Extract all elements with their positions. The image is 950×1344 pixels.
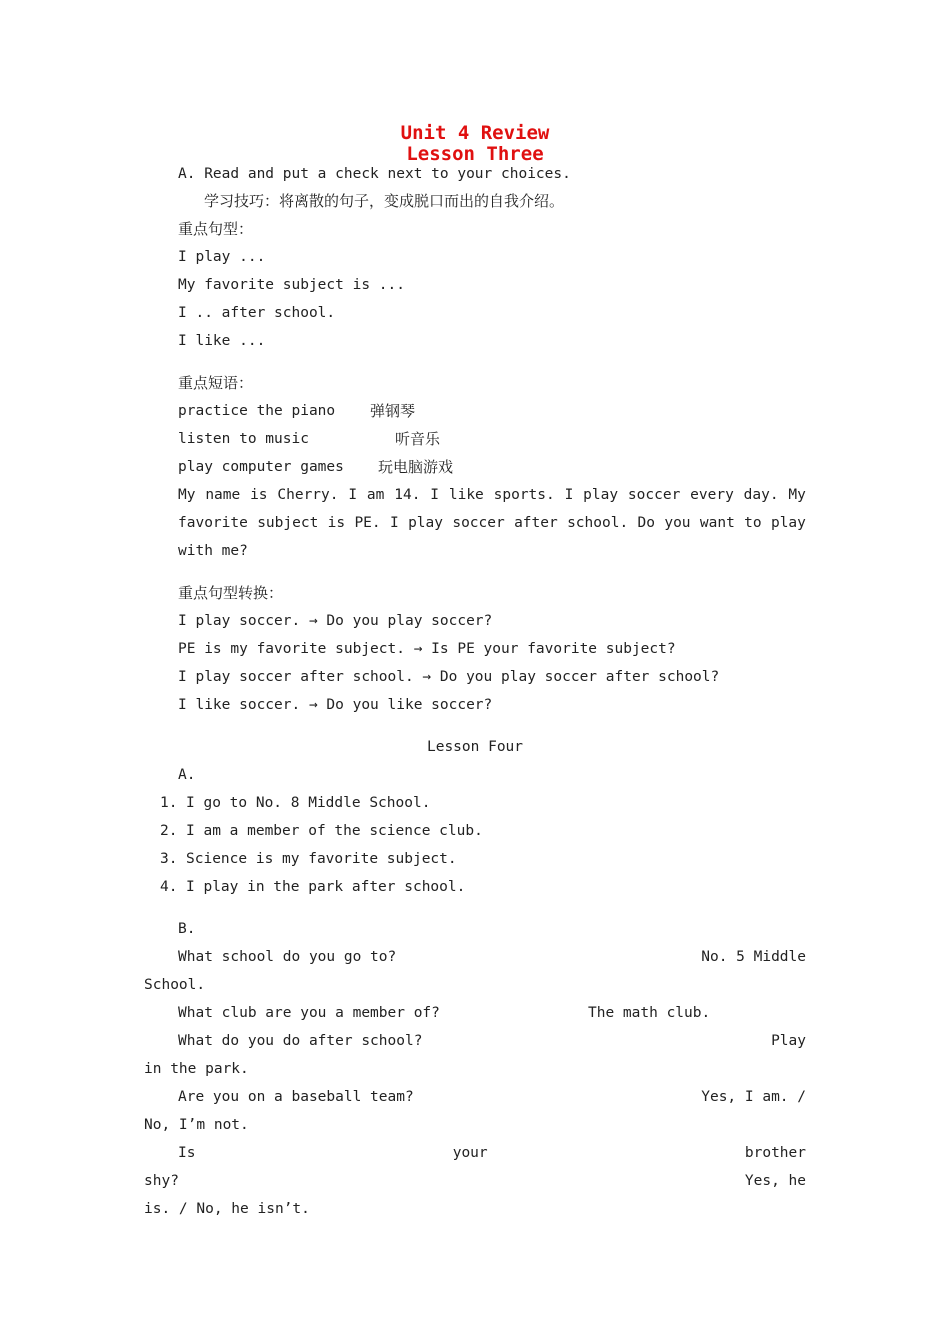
- qa-word: Is: [178, 1145, 196, 1161]
- sentence-transform: I like soccer. → Do you like soccer?: [178, 697, 493, 713]
- item-text: I am a member of the science club.: [186, 823, 483, 839]
- qa-question: What do you do after school?: [178, 1033, 423, 1049]
- qa-word: your: [452, 1145, 488, 1161]
- qa-question: Are you on a baseball team?: [178, 1089, 414, 1105]
- qa-question: What club are you a member of?: [178, 1005, 440, 1021]
- key-sentences-heading: 重点句型：: [178, 220, 254, 238]
- sentence-transform: PE is my favorite subject. → Is PE your favorite subject?: [178, 641, 676, 657]
- item-text: I go to No. 8 Middle School.: [186, 795, 431, 811]
- section-a-label: A.: [178, 767, 196, 783]
- qa-answer: No. 5 Middle: [701, 949, 806, 965]
- phrase-zh: 弹钢琴: [370, 402, 416, 420]
- section-a-instruction: A. Read and put a check next to your choices.: [178, 166, 571, 182]
- phrase-en: practice the piano: [178, 403, 336, 419]
- intro-paragraph-line: favorite subject is PE. I play soccer after school. Do you want to play: [178, 515, 806, 531]
- section-b-label: B.: [178, 921, 196, 937]
- qa-word: brother: [744, 1145, 806, 1161]
- qa-answer: Yes, I am. /: [701, 1089, 806, 1105]
- qa-answer-continued: is. / No, he isn’t.: [144, 1201, 310, 1217]
- key-sentence: My favorite subject is ...: [178, 277, 405, 293]
- phrase-zh: 玩电脑游戏: [378, 458, 454, 476]
- key-sentence: I .. after school.: [178, 305, 336, 321]
- item-text: I play in the park after school.: [186, 879, 466, 895]
- sentence-transform: I play soccer after school. → Do you play soccer after school?: [178, 669, 720, 685]
- key-sentence: I like ...: [178, 333, 266, 349]
- key-sentence: I play ...: [178, 249, 266, 265]
- qa-answer: Yes, he: [744, 1173, 806, 1189]
- transform-heading: 重点句型转换：: [178, 584, 284, 602]
- qa-answer: The math club.: [588, 1005, 711, 1021]
- unit-title: Unit 4 Review: [400, 122, 550, 144]
- sentence-transform: I play soccer. → Do you play soccer?: [178, 613, 493, 629]
- qa-question-continued: shy?: [144, 1173, 179, 1189]
- item-number: 4.: [160, 879, 178, 895]
- study-tip: 学习技巧：将离散的句子，变成脱口而出的自我介绍。: [204, 192, 565, 210]
- item-text: Science is my favorite subject.: [186, 851, 457, 867]
- phrase-en: listen to music: [178, 431, 309, 447]
- lesson-three-title: Lesson Three: [406, 143, 544, 165]
- item-number: 1.: [160, 795, 178, 811]
- qa-answer-continued: in the park.: [144, 1061, 249, 1077]
- phrase-zh: 听音乐: [395, 430, 441, 448]
- item-number: 2.: [160, 823, 178, 839]
- qa-answer-continued: School.: [144, 977, 206, 993]
- phrase-en: play computer games: [178, 459, 344, 475]
- lesson-four-heading: Lesson Four: [426, 739, 524, 755]
- item-number: 3.: [160, 851, 178, 867]
- qa-question: [178, 1143, 806, 1163]
- key-phrases-heading: 重点短语：: [178, 374, 254, 392]
- intro-paragraph-line: My name is Cherry. I am 14. I like sports. I play soccer every day. My: [178, 487, 806, 503]
- intro-paragraph-line: with me?: [178, 543, 248, 559]
- qa-answer-continued: No, I’m not.: [144, 1117, 249, 1133]
- qa-question: What school do you go to?: [178, 949, 397, 965]
- qa-answer: Play: [771, 1033, 806, 1049]
